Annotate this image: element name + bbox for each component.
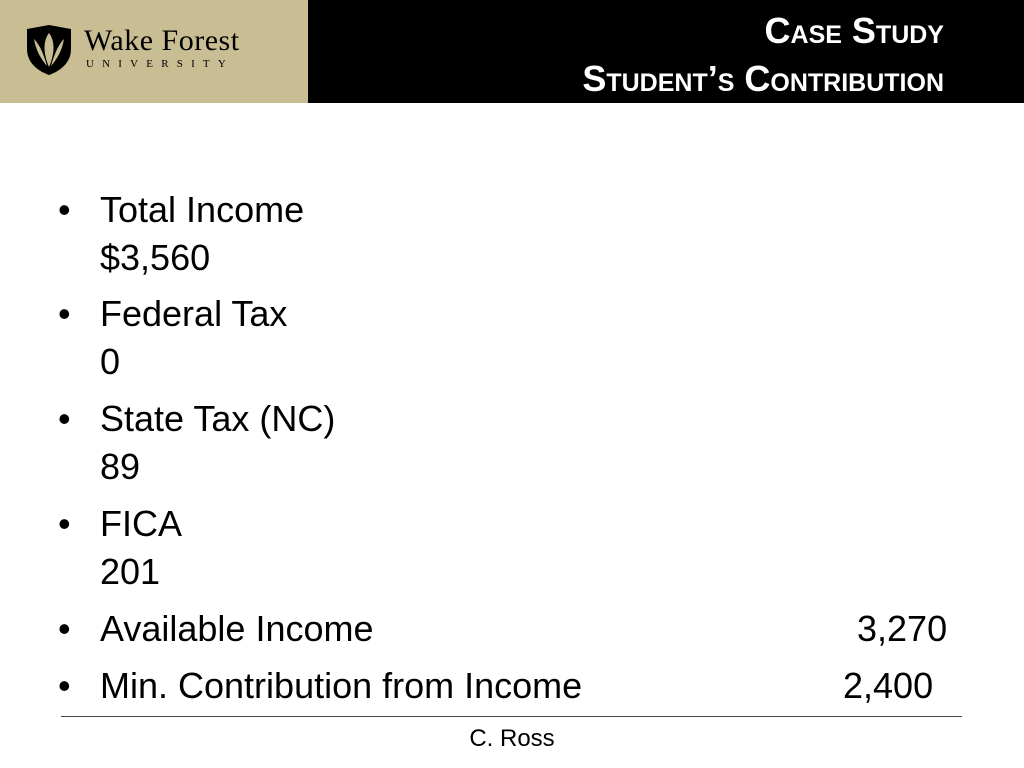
university-logo xyxy=(0,0,308,103)
list-item-state-tax xyxy=(58,395,968,500)
slide-title-line-2: Student’s Contribution xyxy=(582,58,944,99)
item-label: Min. Contribution from Income xyxy=(100,665,583,706)
wake-forest-crest-icon xyxy=(24,23,74,77)
item-value: 0 xyxy=(100,341,121,382)
list-item-available-income xyxy=(58,605,968,662)
list-item-fica xyxy=(58,500,968,605)
slide-header xyxy=(0,0,1024,103)
bullet-icon: • xyxy=(58,398,71,439)
bullet-icon: • xyxy=(58,665,71,706)
item-value: 2,400 xyxy=(843,665,934,706)
slide-title-line-1: Case Study xyxy=(764,10,944,51)
list-item-federal-tax xyxy=(58,290,968,395)
logo-subtitle: UNIVERSITY xyxy=(86,58,234,70)
item-value: 89 xyxy=(100,446,141,487)
list-item-min-contribution xyxy=(58,662,968,710)
bullet-icon: • xyxy=(58,293,71,334)
footer-author: C. Ross xyxy=(469,725,555,752)
list-item-total-income xyxy=(58,186,968,290)
logo-name: Wake Forest xyxy=(84,24,240,57)
item-label: FICA xyxy=(100,503,183,544)
bullet-icon: • xyxy=(58,189,71,230)
bullet-list xyxy=(58,186,968,710)
item-value: 201 xyxy=(100,551,161,592)
item-label: Total Income xyxy=(100,189,305,230)
bullet-icon: • xyxy=(58,608,71,649)
item-value: 3,270 xyxy=(857,608,948,649)
item-value: $3,560 xyxy=(100,237,211,278)
footer-divider xyxy=(61,716,962,717)
item-label: Available Income xyxy=(100,608,374,649)
bullet-icon: • xyxy=(58,503,71,544)
slide-title xyxy=(582,7,944,103)
item-label: Federal Tax xyxy=(100,293,288,334)
item-label: State Tax (NC) xyxy=(100,398,336,439)
